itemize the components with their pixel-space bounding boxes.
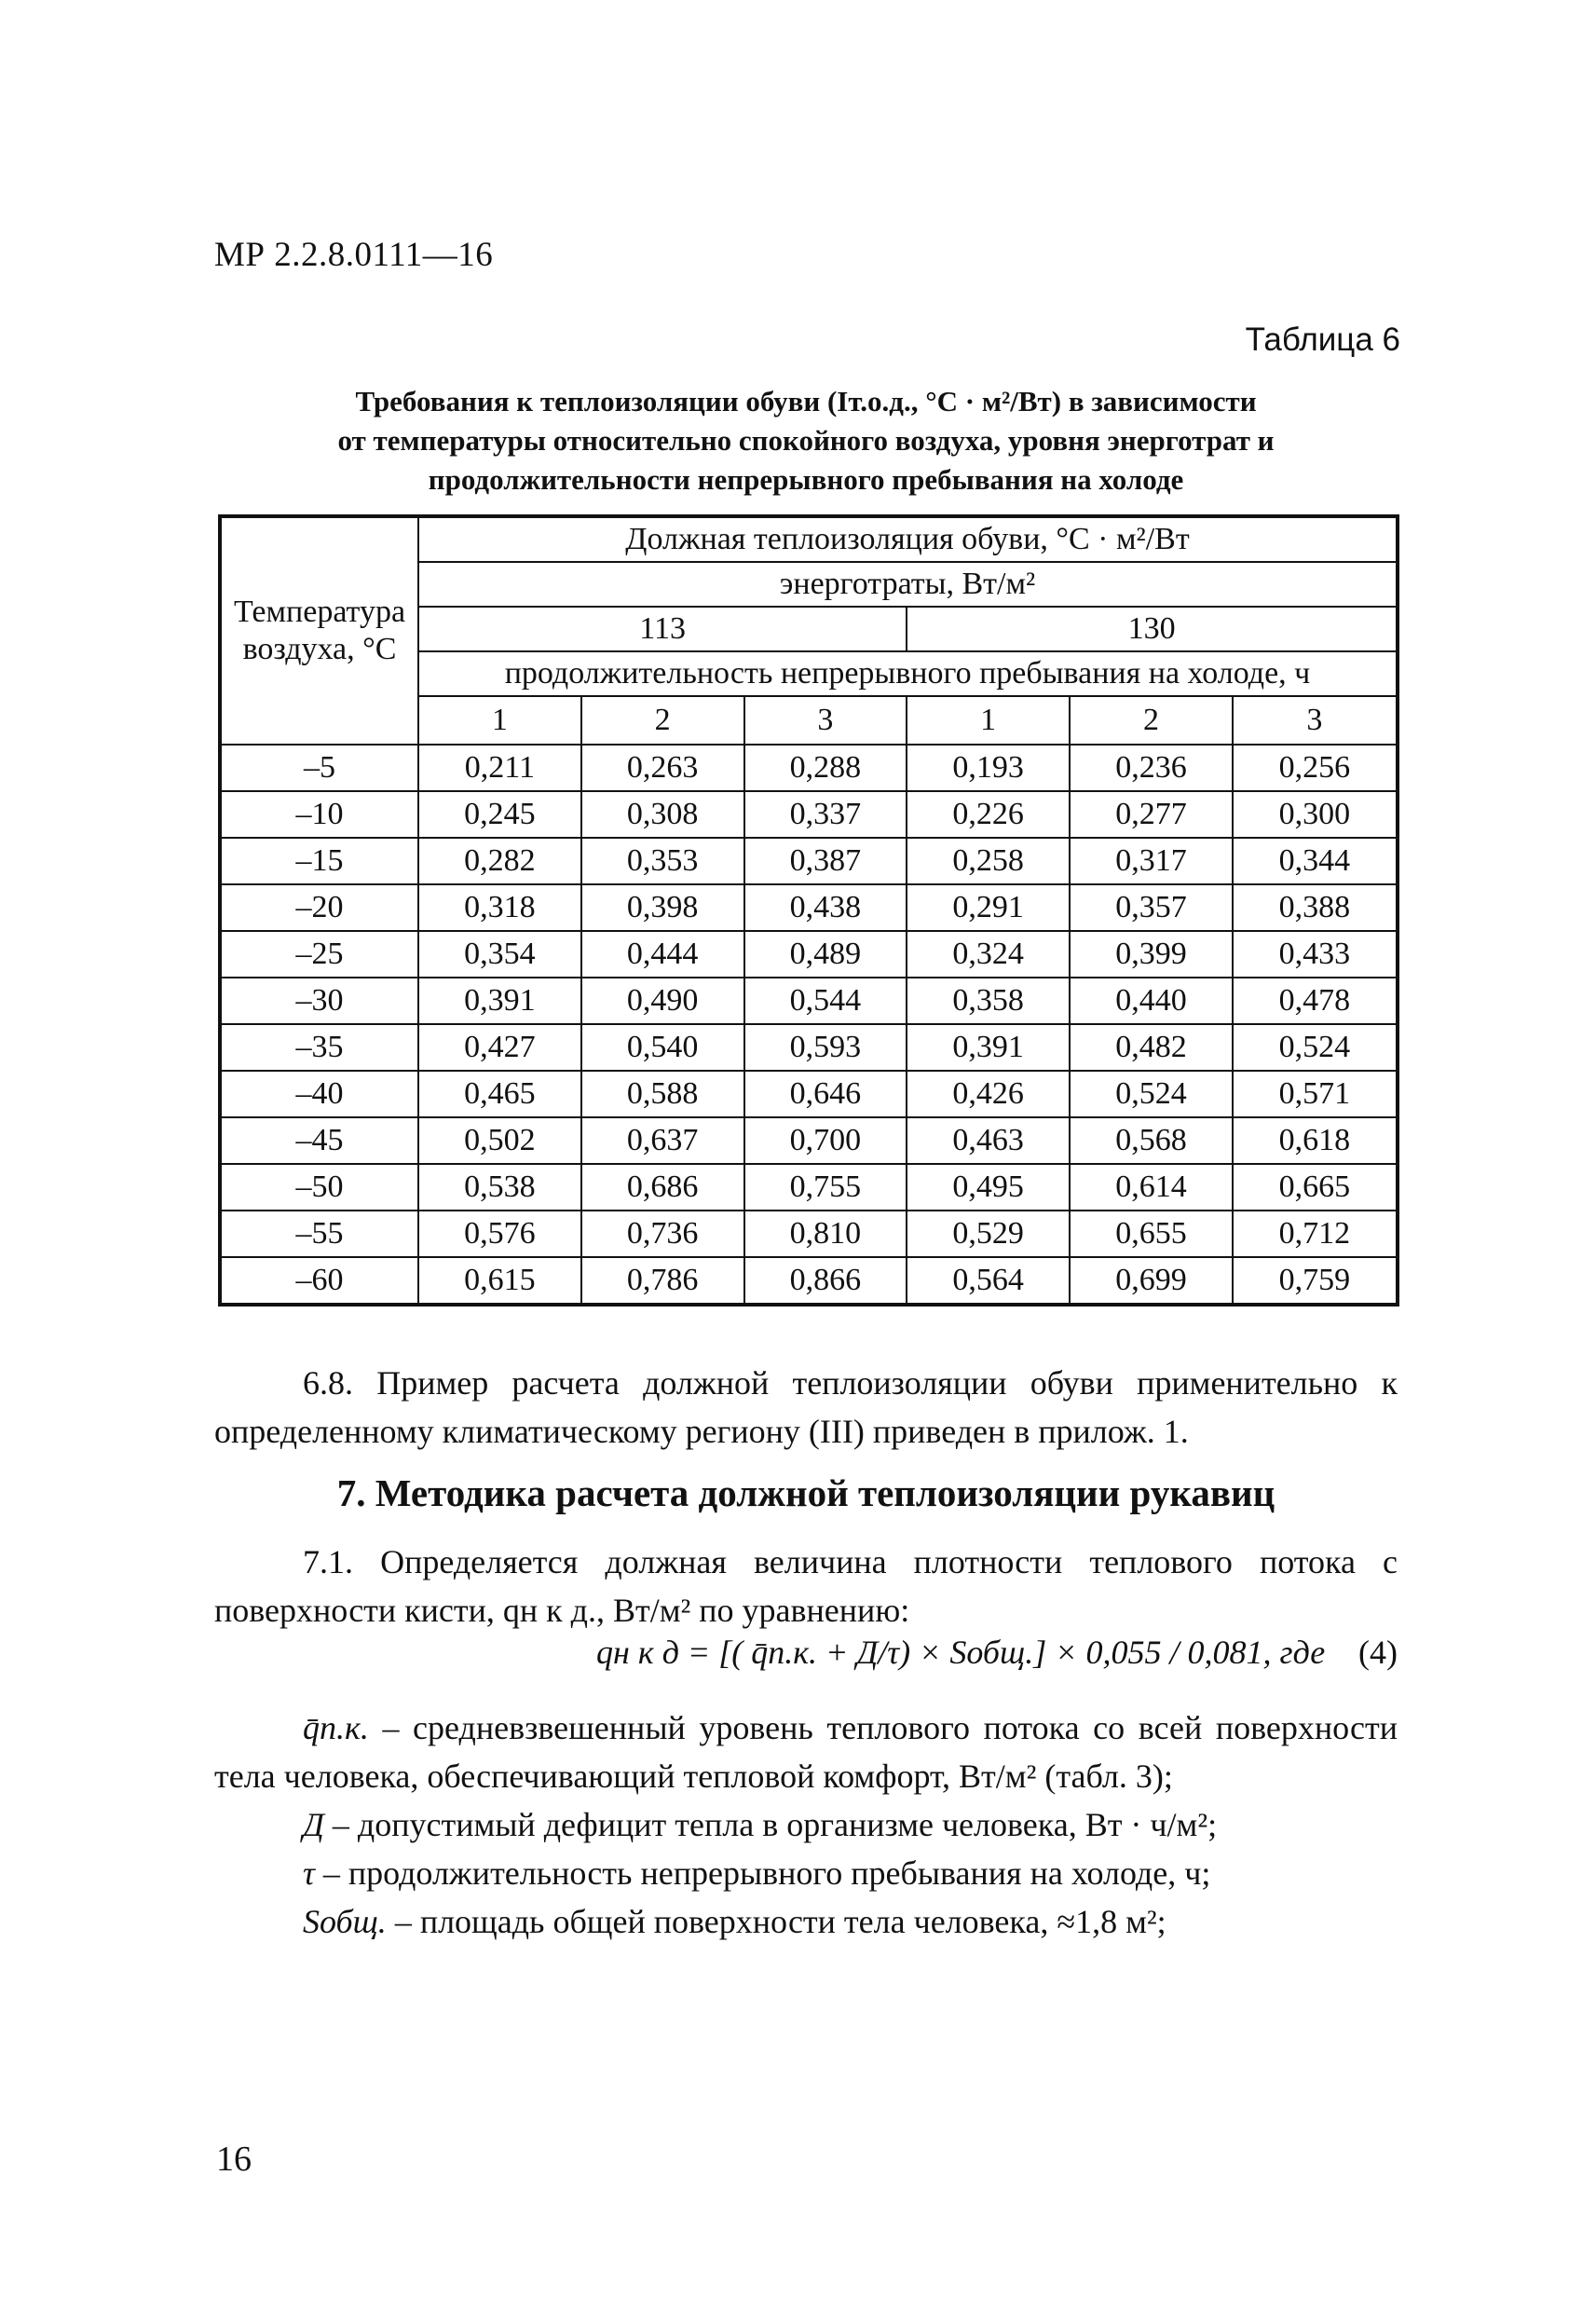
insulation-value-cell: 0,288 <box>744 745 907 791</box>
insulation-value-cell: 0,755 <box>744 1164 907 1211</box>
insulation-value-cell: 0,489 <box>744 931 907 978</box>
insulation-value-cell: 0,568 <box>1070 1117 1233 1164</box>
formula-number: (4) <box>1358 1634 1398 1671</box>
formula-line <box>214 1633 1398 1685</box>
insulation-value-cell: 0,736 <box>581 1211 744 1257</box>
insulation-value-cell: 0,529 <box>907 1211 1070 1257</box>
insulation-value-cell: 0,391 <box>418 978 581 1024</box>
definition-tau-text: – продолжительность непрерывного пребывания на холоде, ч; <box>314 1854 1211 1892</box>
insulation-value-cell: 0,308 <box>581 791 744 838</box>
paragraph-6-8: 6.8. Пример расчета должной теплоизоляции обуви применительно к определенному климатическому региону (III) приведен в прилож. 1. <box>214 1364 1398 1450</box>
table-row <box>220 931 1398 978</box>
table-row <box>220 1024 1398 1071</box>
insulation-value-cell: 0,388 <box>1233 884 1398 931</box>
paragraph-7-1: 7.1. Определяется должная величина плотности теплового потока с поверхности кисти, qн к д., Вт/м² по уравнению: <box>214 1543 1398 1629</box>
insulation-value-cell: 0,256 <box>1233 745 1398 791</box>
table-row <box>220 745 1398 791</box>
duration-cell: 1 <box>907 696 1070 745</box>
insulation-value-cell: 0,245 <box>418 791 581 838</box>
insulation-value-cell: 0,300 <box>1233 791 1398 838</box>
insulation-value-cell: 0,646 <box>744 1071 907 1117</box>
table-title-line-1: Требования к теплоизоляции обуви (Iт.о.д., °С · м²/Вт) в зависимости <box>355 385 1257 417</box>
insulation-value-cell: 0,344 <box>1233 838 1398 884</box>
insulation-value-cell: 0,358 <box>907 978 1070 1024</box>
insulation-value-cell: 0,564 <box>907 1257 1070 1305</box>
table-header-row <box>220 516 1398 562</box>
insulation-value-cell: 0,615 <box>418 1257 581 1305</box>
table-title-line-2: от температуры относительно спокойного воздуха, уровня энерготрат и <box>337 424 1275 457</box>
definition-s <box>303 1897 1398 1946</box>
insulation-value-cell: 0,810 <box>744 1211 907 1257</box>
insulation-value-cell: 0,387 <box>744 838 907 884</box>
duration-cell: 3 <box>1233 696 1398 745</box>
insulation-value-cell: 0,357 <box>1070 884 1233 931</box>
page-number: 16 <box>216 2140 252 2179</box>
insulation-value-cell: 0,427 <box>418 1024 581 1071</box>
insulation-value-cell: 0,211 <box>418 745 581 791</box>
insulation-value-cell: 0,618 <box>1233 1117 1398 1164</box>
insulation-header: Должная теплоизоляция обуви, °С · м²/Вт <box>418 516 1398 562</box>
insulation-table <box>218 514 1399 1306</box>
insulation-value-cell: 0,426 <box>907 1071 1070 1117</box>
symbol-q: q̄п.к. <box>303 1709 369 1746</box>
insulation-value-cell: 0,318 <box>418 884 581 931</box>
table-row <box>220 1071 1398 1117</box>
insulation-value-cell: 0,258 <box>907 838 1070 884</box>
definition-q <box>214 1703 1398 1800</box>
insulation-value-cell: 0,571 <box>1233 1071 1398 1117</box>
insulation-value-cell: 0,866 <box>744 1257 907 1305</box>
insulation-value-cell: 0,490 <box>581 978 744 1024</box>
insulation-value-cell: 0,482 <box>1070 1024 1233 1071</box>
insulation-value-cell: 0,699 <box>1070 1257 1233 1305</box>
insulation-value-cell: 0,465 <box>418 1071 581 1117</box>
definition-d <box>303 1800 1398 1849</box>
table-label: Таблица 6 <box>1245 321 1400 358</box>
duration-cell: 1 <box>418 696 581 745</box>
table-row <box>220 838 1398 884</box>
insulation-value-cell: 0,399 <box>1070 931 1233 978</box>
insulation-value-cell: 0,193 <box>907 745 1070 791</box>
insulation-value-cell: 0,337 <box>744 791 907 838</box>
symbol-tau: τ <box>303 1854 315 1892</box>
insulation-value-cell: 0,540 <box>581 1024 744 1071</box>
temperature-cell: –10 <box>220 791 418 838</box>
temperature-cell: –40 <box>220 1071 418 1117</box>
insulation-value-cell: 0,263 <box>581 745 744 791</box>
symbol-s: Sобщ. <box>303 1903 387 1940</box>
insulation-value-cell: 0,524 <box>1070 1071 1233 1117</box>
temperature-cell: –35 <box>220 1024 418 1071</box>
insulation-value-cell: 0,433 <box>1233 931 1398 978</box>
insulation-value-cell: 0,700 <box>744 1117 907 1164</box>
insulation-value-cell: 0,538 <box>418 1164 581 1211</box>
table-row <box>220 1164 1398 1211</box>
insulation-value-cell: 0,712 <box>1233 1211 1398 1257</box>
insulation-value-cell: 0,391 <box>907 1024 1070 1071</box>
definition-d-text: – допустимый дефицит тепла в организме человека, Вт · ч/м²; <box>323 1806 1218 1843</box>
insulation-value-cell: 0,544 <box>744 978 907 1024</box>
insulation-value-cell: 0,317 <box>1070 838 1233 884</box>
table-title-line-3: продолжительности непрерывного пребывания на холоде <box>428 463 1184 496</box>
insulation-value-cell: 0,524 <box>1233 1024 1398 1071</box>
insulation-value-cell: 0,614 <box>1070 1164 1233 1211</box>
definition-s-text: – площадь общей поверхности тела человека, ≈1,8 м²; <box>386 1903 1166 1940</box>
insulation-value-cell: 0,495 <box>907 1164 1070 1211</box>
table-title <box>214 382 1398 499</box>
temperature-cell: –45 <box>220 1117 418 1164</box>
insulation-value-cell: 0,444 <box>581 931 744 978</box>
insulation-value-cell: 0,593 <box>744 1024 907 1071</box>
duration-cell: 2 <box>1070 696 1233 745</box>
insulation-value-cell: 0,655 <box>1070 1211 1233 1257</box>
insulation-value-cell: 0,786 <box>581 1257 744 1305</box>
temperature-cell: –60 <box>220 1257 418 1305</box>
insulation-value-cell: 0,502 <box>418 1117 581 1164</box>
table-row <box>220 978 1398 1024</box>
section-heading: 7. Методика расчета должной теплоизоляции рукавиц <box>336 1471 1275 1514</box>
energy-header: энерготраты, Вт/м² <box>418 562 1398 607</box>
temperature-cell: –20 <box>220 884 418 931</box>
insulation-value-cell: 0,463 <box>907 1117 1070 1164</box>
document-code: МР 2.2.8.0111—16 <box>214 236 494 274</box>
insulation-value-cell: 0,282 <box>418 838 581 884</box>
insulation-value-cell: 0,588 <box>581 1071 744 1117</box>
duration-cell: 3 <box>744 696 907 745</box>
temperature-cell: –15 <box>220 838 418 884</box>
insulation-value-cell: 0,759 <box>1233 1257 1398 1305</box>
temperature-cell: –55 <box>220 1211 418 1257</box>
temperature-cell: –5 <box>220 745 418 791</box>
insulation-value-cell: 0,354 <box>418 931 581 978</box>
energy-level-130: 130 <box>907 607 1398 651</box>
insulation-value-cell: 0,277 <box>1070 791 1233 838</box>
table-row <box>220 791 1398 838</box>
insulation-value-cell: 0,440 <box>1070 978 1233 1024</box>
insulation-value-cell: 0,686 <box>581 1164 744 1211</box>
duration-cell: 2 <box>581 696 744 745</box>
insulation-value-cell: 0,324 <box>907 931 1070 978</box>
insulation-value-cell: 0,398 <box>581 884 744 931</box>
definition-q-text: – средневзвешенный уровень теплового потока со всей поверхности тела человека, обеспечивающий тепловой комфорт, Вт/м² (табл. 3); <box>214 1709 1398 1795</box>
insulation-value-cell: 0,478 <box>1233 978 1398 1024</box>
symbol-d: Д <box>303 1806 324 1843</box>
table-row <box>220 1117 1398 1164</box>
formula: qн к д = [( q̄п.к. + Д/τ) × Sобщ.] × 0,055 / 0,081, где <box>596 1634 1326 1671</box>
duration-header: продолжительность непрерывного пребывания на холоде, ч <box>418 651 1398 696</box>
table-row <box>220 1257 1398 1305</box>
definition-tau <box>303 1849 1398 1897</box>
temperature-cell: –50 <box>220 1164 418 1211</box>
insulation-value-cell: 0,665 <box>1233 1164 1398 1211</box>
insulation-value-cell: 0,353 <box>581 838 744 884</box>
temperature-cell: –25 <box>220 931 418 978</box>
insulation-value-cell: 0,291 <box>907 884 1070 931</box>
energy-level-113: 113 <box>418 607 907 651</box>
table-row <box>220 884 1398 931</box>
temperature-cell: –30 <box>220 978 418 1024</box>
table-row <box>220 1211 1398 1257</box>
temperature-column-header: Температура воздуха, °С <box>220 516 418 745</box>
insulation-value-cell: 0,236 <box>1070 745 1233 791</box>
insulation-value-cell: 0,226 <box>907 791 1070 838</box>
insulation-value-cell: 0,637 <box>581 1117 744 1164</box>
insulation-value-cell: 0,438 <box>744 884 907 931</box>
insulation-value-cell: 0,576 <box>418 1211 581 1257</box>
